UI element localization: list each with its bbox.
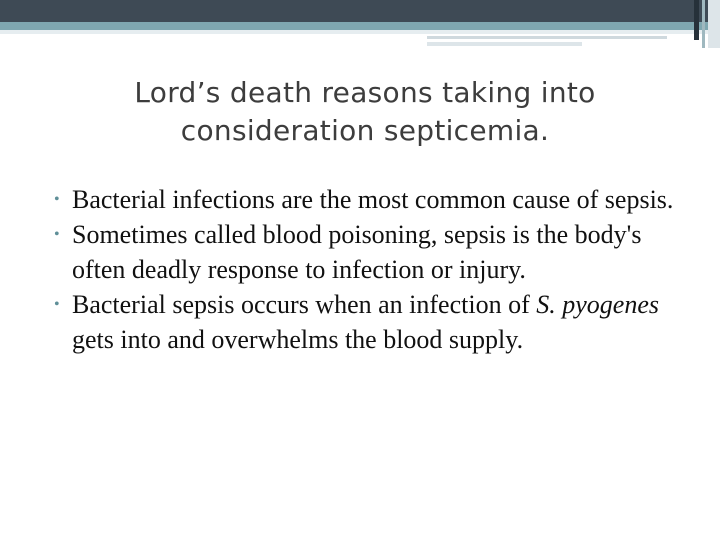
corner-decoration [708,0,720,48]
bullet-text: Bacterial infections are the most common cause of sepsis. [72,185,674,214]
header-accent-line [427,36,667,39]
bullet-icon: • [54,296,60,313]
header-accent-line [427,42,582,46]
header-band-dark [0,0,720,22]
bullet-list [50,182,680,357]
bullet-item [50,287,680,357]
bullet-item [50,217,680,287]
species-name: S. pyogenes [536,290,659,319]
bullet-text-end: gets into and overwhelms the blood supply. [72,325,524,354]
bullet-icon: • [54,226,60,243]
corner-decoration [694,0,699,40]
bullet-item [50,182,680,217]
header-band-light [0,30,720,34]
header-band-teal [0,22,720,30]
bullet-text-start: Bacterial sepsis occurs when an infection of [72,290,537,319]
slide-title: Lord’s death reasons taking into consideration septicemia. [134,76,596,147]
corner-decoration [702,0,705,48]
bullet-text: Sometimes called blood poisoning, sepsis is the body's often deadly response to infection or injury. [72,220,642,284]
bullet-icon: • [54,191,60,208]
